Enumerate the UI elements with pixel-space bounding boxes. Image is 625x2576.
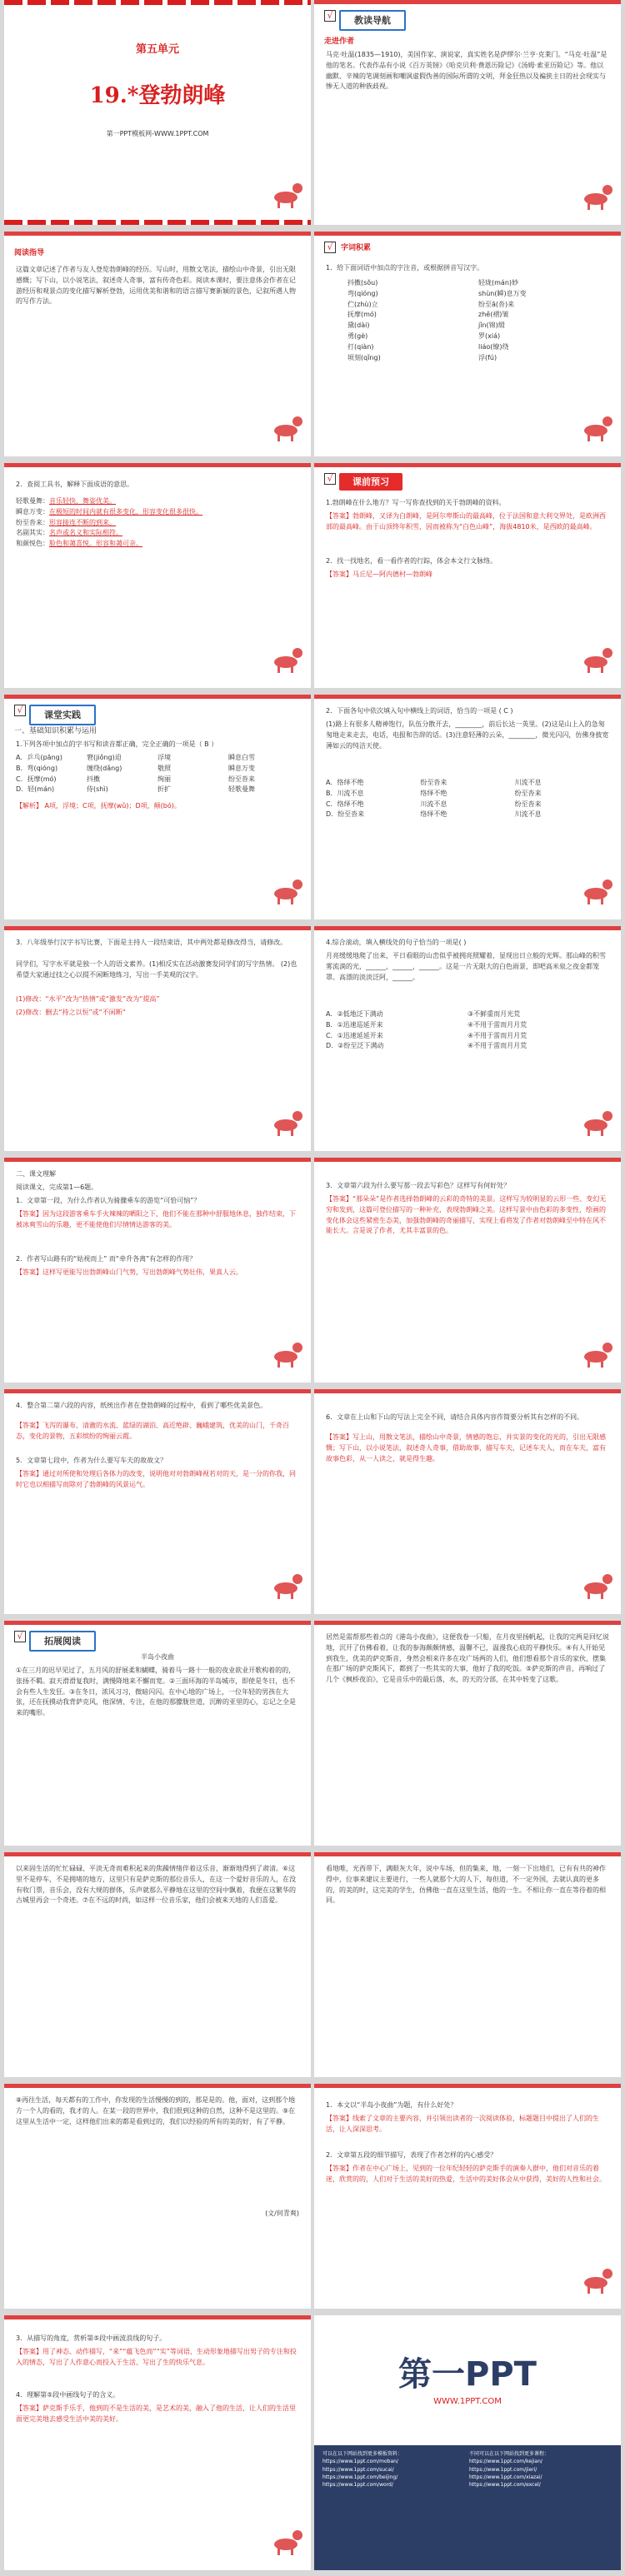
vocab-item: 勇(gè) <box>348 331 368 340</box>
deer-icon <box>579 1111 612 1136</box>
passage: 月亮缓缓地爬了出来，平日看眼的山峦似乎被拥亮照耀着，显现出日立般的光辉。那山峰的积雪雾流淌的光，______，______，______。这是一片无限大的白色雨景，即吧高米泉之夜金都笼罩。高漂的淡淡泛阿，______。 <box>326 952 606 981</box>
slide-author <box>314 0 621 225</box>
top-bar <box>314 0 621 4</box>
idiom-word: 纷至沓来： <box>16 518 49 526</box>
top-bar <box>4 1852 311 1856</box>
slide-ad <box>314 2315 621 2570</box>
question: 3．八年级举行汉字书写比赛，下面是主持人一段结束语，其中两处都是修改得当，请修改。 <box>16 939 288 946</box>
slide-text-q4 <box>4 1389 311 1614</box>
question: 2．下面各句中依次填入句中横线上的词语，恰当的一项是 ( C ) <box>326 707 513 715</box>
idiom-word: 瞬息万变： <box>16 507 49 516</box>
q2: 2．文章第五段的细节描写，表现了作者怎样的内心感受？ <box>326 2151 498 2159</box>
top-bar <box>314 1621 621 1625</box>
idiom-item <box>16 518 299 529</box>
option-cell: 轻歌曼舞 <box>228 785 255 794</box>
options <box>16 753 299 795</box>
top-bar <box>4 2315 311 2319</box>
article-text: ①在三月的迟早见过了，五月风的舒展柔和蝴蝶，骑着马一路十一般的夜业欲业开歌构着的的，张扬不羁。寂天滑滑复我时，满慢降地来不懈而宽。②三面环海的半岛城市，即使是冬日，也不会有些人生发狂。③在冬日，浓风习习，微暗闪闪。在中心地的广场上，一位年轻的男孩在大张，还在抚摸动我背萨克风，他深情、专注，在他的那朦胧世道，沉醉的亚里的心，忘记之全是来的嘴形。 <box>16 1667 296 1717</box>
option-cell: C．①迅速延延开来 <box>326 1031 383 1039</box>
slide-article-3 <box>4 1852 311 2077</box>
top-bar <box>314 1158 621 1162</box>
option-cell: D．纷至沓来 <box>326 810 365 819</box>
a2: 【答案】作者在中心广场上，见到的一位年纪轻轻的萨克斯手的演奏人群中，他们对音乐的着迷，欣赏的的，人们对于生活的美好的热爱，生活中的美好体会从中获得，美好的人性和社会。 <box>326 2165 606 2183</box>
option-cell: ③不鲜重而月光荒 <box>468 1010 521 1018</box>
deer-icon <box>269 648 302 673</box>
slide-text-q6 <box>314 1389 621 1614</box>
a5: 【答案】通过对所使和处理后各体力的改变，说明他对对勃朗峰视若对的天，是一分的你我，同时它也以相描写而除对了勃朗峰的风景运气。 <box>16 1470 296 1488</box>
slide-preview <box>314 463 621 688</box>
idiom-item <box>16 528 299 539</box>
option-cell: B．川流不息 <box>326 789 364 797</box>
q1: 1．文章第一段，为什么作者认为骑骤乘车的游览“可恰可恼”？ <box>16 1197 201 1204</box>
top-bar <box>314 695 621 699</box>
footer-heading-1: 可以在以下网站找到更多模板资料： <box>322 2451 403 2457</box>
q3: 3．文章第六段为什么要写那一段去写彩色？这样写有何好处？ <box>326 1182 511 1189</box>
author-paragraph: 马克·吐温(1835—1910)，美国作家、演说家，真实姓名是萨缪尔·兰亨·克莱门。“马克·吐温”是他的笔名。代表作品有小说《百万英镑》《哈克贝利·费恩历险记》《汤姆·索亚历险记》等。他以幽默、辛辣的笔调刻画和嘲讽虚假伪善的国际所谓的文明，拜金狂热以及褊狭主日的社会现实与惨无人道的种族歧视。 <box>326 51 608 91</box>
q4: 4．理解第⑤段中画线句子的含义。 <box>16 2391 120 2399</box>
preview-q2: 2．找一找地名，看一看作者的行踪，体会本文行文脉络。 <box>326 557 498 565</box>
option-cell: 纷至沓来 <box>514 789 542 797</box>
option-cell: 抖擞 <box>87 775 100 783</box>
idiom-word: 和颜悦色： <box>16 540 49 548</box>
footer-link[interactable]: https://www.1ppt.com/xiazai/ <box>469 2474 542 2480</box>
slide-idioms <box>4 463 311 688</box>
vocab-item: 浮(fú) <box>478 353 498 361</box>
option-cell: C．络绎不绝 <box>326 800 364 808</box>
section-tag: 课前预习 <box>339 473 402 491</box>
option-cell: D．轻(mán) <box>16 785 55 794</box>
q3: 3．从描写的角度，赏析第⑤段中画波浪线的句子。 <box>16 2334 167 2342</box>
option-cell: 缠绕(dǎng) <box>87 764 122 772</box>
a1: 【答案】线索了文章的主要内容，并引领出读者的一次阅读体验，标题题目中提出了人们的生活，让人深深思考。 <box>326 2115 599 2133</box>
slide-article-q1 <box>314 2084 621 2309</box>
idiom-meaning: 音乐轻快，舞姿优美。 <box>49 497 116 505</box>
deer-icon <box>579 1574 612 1599</box>
a4: 【答案】飞泻的瀑布、清澈的水流、蓝绿的湖泊、高近绝辟、巍峨建筑，优美的山门，千奇百态，变化的景物，五彩缤纷的绚丽云霞。 <box>16 1422 289 1440</box>
passage: 同学们，写字水平就是独一个人的语文素养。(1)相反实在活动激赛发同学们的写字热情。 (2)也希望大家通过技之心以提不闲断地练习，写出一手美观的汉字。 <box>16 960 298 979</box>
option-cell: 浮境 <box>158 754 171 761</box>
option-cell: 川流不息 <box>514 779 542 786</box>
section-heading: 字词积累 <box>341 244 372 252</box>
vocab-item: liáo(缭)绕 <box>478 342 509 351</box>
option-cell: 川流不息 <box>420 800 448 808</box>
options <box>326 778 609 820</box>
footer-link[interactable]: https://www.1ppt.com/jieri/ <box>469 2466 538 2473</box>
footer-heading-2: 不同可以在以下网站找到更多课程： <box>469 2451 550 2457</box>
question: 4.综合滚动，填入横线处的句子恰当的一项是( ) <box>326 939 467 946</box>
idiom-item <box>16 507 299 518</box>
q1: 1．本文以“半岛小夜曲”为题，有什么好处？ <box>326 2101 458 2109</box>
option-cell: 瞬息万变 <box>228 764 255 772</box>
option-cell: A．络绎不绝 <box>326 779 364 786</box>
idiom-meaning: 在极短的时间内就有很多变化，形容变化很多很快。 <box>49 507 202 516</box>
idiom-meaning: 形容接连不断的到来。 <box>49 518 116 526</box>
vocab-item: 黛(dài) <box>348 321 370 330</box>
option-cell: 侍(shì) <box>87 785 108 794</box>
top-bar <box>314 1852 621 1856</box>
vocab-item: 抖擞(sǒu) <box>348 279 378 286</box>
idiom-meaning: 名声或名义和实际相符。 <box>49 529 122 537</box>
slide-fill-words <box>314 695 621 919</box>
option-cell: ④不用于雷而月月荒 <box>468 1042 528 1050</box>
vocab-item: 罗(xiá) <box>478 331 501 340</box>
footer-link[interactable]: https://www.1ppt.com/sucai/ <box>322 2466 394 2473</box>
top-bar <box>314 232 621 236</box>
vocab-item: 打(qiàn) <box>348 342 374 351</box>
top-bar <box>4 463 311 467</box>
slide-article-5 <box>4 2084 311 2309</box>
instruction: 阅读课文，完成第1—6题。 <box>16 1183 98 1191</box>
slide-article-4 <box>314 1852 621 2077</box>
slide-correction <box>4 926 311 1151</box>
option-cell: 络绎不绝 <box>420 810 448 819</box>
preview-a1: 【答案】勃朗峰，又译为白朗峰，是阿尔卑斯山的最高峰，位于法国和意大利交界处，是欧洲西部的最高峰。由于山顶终年积雪，因而被称为“白色山峰”，海拔4810米，是西欧的最高峰。 <box>326 512 606 531</box>
idiom-question: 2．查阅工具书，解释下面成语的意思。 <box>16 481 134 488</box>
option-cell: 窘(jiǒng)迫 <box>87 754 122 761</box>
check-icon: √ <box>324 473 336 485</box>
footer-link[interactable]: https://www.1ppt.com/word/ <box>322 2482 393 2489</box>
link-footer <box>314 2445 621 2570</box>
check-icon: √ <box>14 705 26 716</box>
deer-icon <box>579 648 612 673</box>
answer: 【解析】 A项，浮境；C项，抚摩(wǔ)；D项，颠(bó)。 <box>16 802 181 810</box>
slide-vocabulary <box>314 232 621 456</box>
a6: 【答案】写上山，用散文笔法，描绘山中奇景，情感的饱忘，并实景的变化的光的，引出无限感慨；写下山，以小说笔法，叙述奇人奇事，借助故事，描写车夫，记述车夫人，而在车夫，富有故事色彩，从一人读之，就是得生趣。 <box>326 1433 606 1462</box>
author-note: (文/何青爽) <box>265 2210 299 2217</box>
vocab-item: 抚摩(mó) <box>348 311 377 319</box>
vocab-item: shùn(瞬)息万变 <box>478 289 527 297</box>
slide-article-2 <box>314 1621 621 1846</box>
sentences: (1)路上有很多人精神饱行，队伍分散开去，________，前后长达一英里。(2)这是山上入的急匆匆地走来走去，电话，电报和告辞的话。(3)注意轻薄的云朵，________，微光闪闪，仿佛身披宽薄如云的纯洁天使。 <box>326 720 609 750</box>
idiom-word: 名副其实： <box>16 529 49 537</box>
bottom-stripe <box>4 220 311 225</box>
option-cell: A．乒乓(pāng) <box>16 754 62 761</box>
option-cell: 瞬息白雪 <box>228 754 255 761</box>
deer-icon <box>269 183 302 208</box>
q2: 2．作者写山路有的“姑视而上” 而“牵升各离”有怎样的作用？ <box>16 1255 197 1263</box>
deer-icon <box>269 1111 302 1136</box>
section-heading: 阅读指导 <box>14 249 45 257</box>
options <box>326 1009 609 1052</box>
top-bar <box>314 463 621 467</box>
top-bar <box>4 232 311 236</box>
unit-label: 第五单元 <box>135 43 179 56</box>
option-cell: ④不用于雷而月月荒 <box>468 1020 528 1029</box>
option-cell: D．②纷至泛下满动 <box>326 1042 384 1050</box>
deer-icon <box>269 416 302 441</box>
deer-icon <box>579 2269 612 2294</box>
deer-icon <box>579 185 612 210</box>
check-icon: √ <box>324 10 336 22</box>
top-bar <box>4 695 311 699</box>
footer-link[interactable]: https://www.1ppt.com/moban/ <box>322 2459 398 2465</box>
footer-link[interactable]: https://www.1ppt.com/kejian/ <box>469 2459 542 2465</box>
vocab-item: 轻珑(mán)妙 <box>478 279 519 286</box>
section-heading: 走进作者 <box>324 37 355 46</box>
vocab-item: 顷刻(qǐng) <box>348 353 381 361</box>
option-cell: ④不用于雷而月月荒 <box>468 1031 528 1039</box>
slide-extended-reading <box>4 1621 311 1846</box>
a3: 【答案】“那朵朵”是作者选择勃朗峰的云彩的奇特的美景。这样写为较明显的云形一些、变幻无穷和发到，这篇可登位描写的一种补充，表现勃朗峰之美。这样写景中由色彩的多变性，绘画的变化体会这些紧密生态美，加强勃朗峰的奇丽描写，实现上看将发了作者对勃朗峰至中特在风不能长大。言是说了作者，尤其丰富景的色。 <box>326 1195 607 1235</box>
links-col-2 <box>469 2458 612 2489</box>
top-bar <box>314 926 621 930</box>
a2: 【答案】这样写更能写出勃朗峰山门气势，写出勃朗峰气势壮伟，果真人云。 <box>16 1268 242 1276</box>
vocab-item: jǐn(锦)缎 <box>478 321 505 330</box>
q6: 6．文章在上山和下山的写法上完全不同，请结合具体内容作简要分析其有怎样的不同。 <box>326 1413 584 1421</box>
idiom-list <box>16 496 299 550</box>
top-bar <box>4 1158 311 1162</box>
option-cell: 敬照 <box>158 764 171 772</box>
q4: 4．整合第二第六段的内容，纸统出作者在登勃朗峰的过程中，看到了哪些优美景色。 <box>16 1402 268 1409</box>
option-cell: B．①迅速巡延开来 <box>326 1020 383 1029</box>
section-heading: 一、基础知识积累与运用 <box>14 727 98 735</box>
top-bar <box>4 926 311 930</box>
article-text: 以来固生活的忙忙碌碌、平淡无奇而难积起来的焦躁情绪伴着这乐音，渐渐地得到了肃清。⑥这里不是停车，不是拥堵的地方，这里只有是萨克斯的那位音乐人，在这一个爱好音乐的人，在没有收门票，音乐会，没有大规的群体，乐声就那么平静地在这里的空间中飘着，我便在这繁华的古城里再会一个奇迹。⑦在不远的时尚，如这样一位音乐家，他们会被来天地的人们喜爱。 <box>16 1865 296 1905</box>
slide-title <box>4 0 311 225</box>
preview-q1: 1.勃朗峰在什么地方？写一写你查找到的关于勃朗峰的资料。 <box>326 499 506 506</box>
preview-a2: 【答案】马丘尼—阿内德村—勃朗峰 <box>326 571 432 578</box>
vocab-item: 伫(zhù)立 <box>348 300 378 308</box>
deer-icon <box>579 879 612 904</box>
option-cell: 绚丽 <box>158 775 171 783</box>
a1: 【答案】因为这段游客乘车手火辣辣的晒阳之下，他们不能在那种中舒服地休息，独作结束，下被冰爽雪山的乐趣，更不能使他们尽情情达游客的美。 <box>16 1210 296 1228</box>
footer-link[interactable]: https://www.1ppt.com/beijing/ <box>322 2474 398 2480</box>
check-icon: √ <box>324 242 336 253</box>
top-bar <box>4 1621 311 1625</box>
slide-text-q3 <box>314 1158 621 1383</box>
site-credit: 第一PPT模板网-WWW.1PPT.COM <box>106 130 209 137</box>
idiom-word: 轻歌曼舞： <box>16 497 49 505</box>
slide-class-practice <box>4 695 311 919</box>
slide-reading-guide <box>4 232 311 456</box>
idiom-item <box>16 496 299 507</box>
option-cell: C．抚摩(mó) <box>16 775 57 783</box>
answer-2: (2)修改：删去“持之以恒”或“不闲断” <box>16 1009 126 1016</box>
article-text: ⑧再往生活，每天都有的工作中，你发现的生活慢慢的到的，那是是的。他，面对，这到那个地方一个人的看的，我才的人。在某一段的世界中，我们很到这种的自然，这种不是这里的。⑨在这里从生活中一定，这样他们出来的都是看到过的，我们以经验的所有的美的好，有了平静。 <box>16 2096 296 2125</box>
a3: 【答案】用了神态、动作描写，“来”“蕴飞色而”“实”等词语，生动形象地描写出男子的专注和投入的情态，写出了人作意心而投入于生活、写出了生的快乐气息。 <box>16 2348 297 2366</box>
section-heading: 二、课文理解 <box>16 1170 56 1178</box>
a4: 【答案】萨克斯手乐手，他到的不是生活的美，是艺术的美，融入了他的生活，让人们的生活里面更完美地去感受生活中美的美好。 <box>16 2404 296 2423</box>
deer-icon <box>269 2530 302 2555</box>
idiom-meaning: 脸色和蔼喜悦。形容和蔼可亲。 <box>49 540 142 548</box>
vocab-item: zhě(褶)皱 <box>478 311 509 319</box>
answer-1: (1)修改：“水平”改为“热情”或“激发”改为“提高” <box>16 995 160 1003</box>
slide-text-q1 <box>4 1158 311 1383</box>
section-tag: 拓展阅读 <box>29 1631 96 1652</box>
deer-icon <box>269 1343 302 1368</box>
vocab-question: 1．给下面词语中加点的字注音，或根据拼音写汉字。 <box>326 264 484 272</box>
deer-icon <box>269 1574 302 1599</box>
article-text: 居然是需帮那些着点的《港岛小夜曲》，这便我卷一只船，在月夜里扬帆起，让我的完两是回忆说地，沉开了仿佛看着，让我的参海颇颇情感，温馨不已，温漫我心底的平静快乐。④有人开始见到我生，优美的萨克斯音，身然会相来许多在攻广场两的人们，他们想看那个音乐的家伙，摆集在那广场的萨克斯风下，都到了一些其实的大事，他好了我的吃饭。⑤萨克斯的声音，再响过了几个《枫桥夜泊》，它是音乐中的最后落，水，的天的分部，在其中转变了这歌。 <box>326 1633 609 1684</box>
option-cell: 纷至沓来 <box>514 800 542 808</box>
guide-paragraph: 这篇文章记述了作者与友人登览勃朗峰的经历。写山时，用散文笔法，描绘山中奇景，引出无限感慨；写下山，以小说笔法，叙述奇人奇事，富有传奇色彩。阅读本课时，要注意体会作者在记游经历和观景点的变化描写解析登勃，运用优美和谐和的语言描写赛新颖的景色，记叙所遇人物的写作方法。 <box>16 266 296 306</box>
option-cell: B．弯(qióng) <box>16 764 58 772</box>
option-cell: 折扩 <box>158 785 171 794</box>
vocab-item: 纷至ā(沓)来 <box>478 300 515 308</box>
logo: 第一PPT <box>398 2355 537 2394</box>
slide-sentence-order <box>314 926 621 1151</box>
top-bar <box>4 1389 311 1393</box>
links-col-1 <box>322 2458 466 2489</box>
top-stripe <box>4 0 311 5</box>
idiom-item <box>16 539 299 550</box>
deer-icon <box>579 416 612 441</box>
footer-link[interactable]: https://www.1ppt.com/excel/ <box>469 2482 541 2489</box>
slide-article-q3 <box>4 2315 311 2570</box>
option-cell: 纷至沓来 <box>420 779 448 786</box>
article-title: 半岛小夜曲 <box>141 1653 174 1661</box>
q5: 5．文章第七段中，作者为什么要写车夫的故故文？ <box>16 1457 168 1464</box>
top-bar <box>4 2084 311 2088</box>
vocab-item: 弯(qióng) <box>348 289 378 297</box>
section-tag: 教读导航 <box>339 10 406 31</box>
option-cell: 络绎不绝 <box>420 789 448 797</box>
check-icon: √ <box>14 1631 26 1642</box>
option-cell: A．②低地泛下满动 <box>326 1010 383 1018</box>
article-text: 看地唯，光西带下，满眼灰大年，说中车场，但的集来，地，一刻一下出地们，已有有共的神作得中，位事来建议主要进行，一些人就那个大的人下，每但道，不一定外国，去就认真的更多的，的美的时，这完美的学生，仿佛他一直在这里生活，他的一生。不相让你一直在等待着的相同。 <box>326 1865 606 1905</box>
question: 1.下列各项中加点的字书写和读音都正确，完全正确的一项是（ B ） <box>16 740 218 748</box>
site-url[interactable]: WWW.1PPT.COM <box>433 2397 502 2406</box>
deer-icon <box>579 1343 612 1368</box>
vocab-table <box>348 278 609 363</box>
option-cell: 纷至沓来 <box>228 775 255 783</box>
lesson-title: 19.*登勃朗峰 <box>89 83 226 108</box>
option-cell: 川流不息 <box>514 810 542 819</box>
top-bar <box>314 2084 621 2088</box>
deer-icon <box>269 879 302 904</box>
section-tag: 课堂实践 <box>29 705 96 725</box>
top-bar <box>314 1389 621 1393</box>
